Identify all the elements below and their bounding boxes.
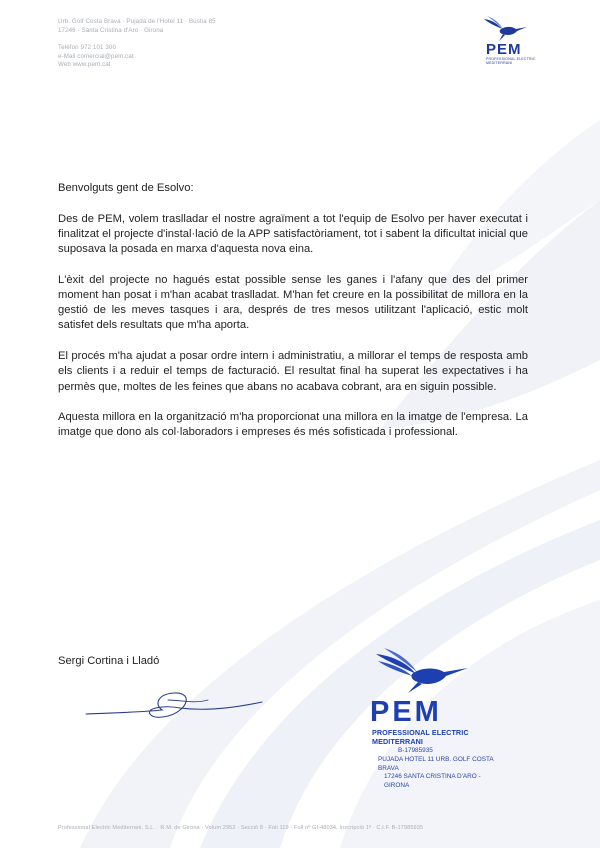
letter-paragraph-1: Des de PEM, volem traslladar el nostre agraïment a tot l'equip de Esolvo per haver executat i finalitzat el projecte d'instal·lació de la APP satisfactòriament, tot i sabent la dificultat inicial que suposava la posada en marxa d'aquesta nova eina.: [58, 212, 528, 256]
letter-paragraph-3: El procés m'ha ajudat a posar ordre intern i administratiu, a millorar el temps de resposta amb els clients i a reduir el temps de facturació. El resultat final ha superat les expectatives i ha permès que, moltes de les feines que abans no acabava cobrant, ara en siguin possible.: [58, 350, 528, 393]
letter-greeting: Benvolguts gent de Esolvo:: [58, 182, 194, 194]
handwritten-signature: [84, 686, 264, 726]
letter-paragraph-4: Aquesta millora en la organització m'ha proporcionat una millora en la imatge de l'empresa. La imatge que dono als col·laboradors i empreses és més sofisticada i professional.: [58, 411, 528, 439]
hummingbird-icon: [482, 16, 528, 42]
header-web: Web www.pem.cat: [58, 61, 111, 69]
stamp-hummingbird-icon: [374, 648, 470, 694]
stamp-address-1: PUJADA HOTEL 11 URB. GOLF COSTA BRAVA: [378, 755, 494, 772]
stamp-company-name: PROFESSIONAL ELECTRIC MEDITERRANI: [372, 728, 469, 746]
header-address-line-1: Urb. Golf Costa Brava · Pujada de l'Hotel 11 · Bústia 85: [58, 18, 216, 25]
letter-body: [58, 181, 528, 456]
stamp-address-2: 17246 SANTA CRISTINA D'ARO - GIRONA: [384, 773, 481, 790]
company-stamp: [356, 648, 506, 791]
header-address-line-2: 17246 · Santa Cristina d'Aro · Girona: [58, 26, 164, 34]
header-logo-tagline: PROFESSIONAL ELECTRIC MEDITERRANI: [486, 57, 536, 65]
header-logo: [478, 16, 550, 65]
signer-name: Sergi Cortina i Lladó: [58, 655, 160, 667]
header-phone: Telèfon 972 101 300: [58, 44, 116, 52]
header-email: e-Mail comercial@pem.cat: [58, 52, 134, 60]
letter-paragraph-2: L'èxit del projecte no hagués estat possible sense les ganes i l'afany que des del primer moment han posat i m'han acabat traslladat. M'han fet creure en la possibilitat de millora en la gestió de les meves tasques i ara, després de tres mesos utilitzant l'aplicació, estic molt satisfet dels resultats que m'ha aporta.: [58, 273, 528, 332]
stamp-logo-text: PEM: [370, 696, 442, 728]
footer-legal-text: Professional Electric Mediterrani, S.L. · R.M. de Girona · Volum 2952 · Secció 8 · Foli 119 · Full nº GI-48034, Inscripció 1ª · C.I.F. B-17985935: [58, 825, 424, 831]
header-logo-text: PEM: [486, 41, 522, 58]
header-contact-block: [58, 18, 216, 70]
stamp-tax-id: B-17985935: [398, 747, 433, 754]
